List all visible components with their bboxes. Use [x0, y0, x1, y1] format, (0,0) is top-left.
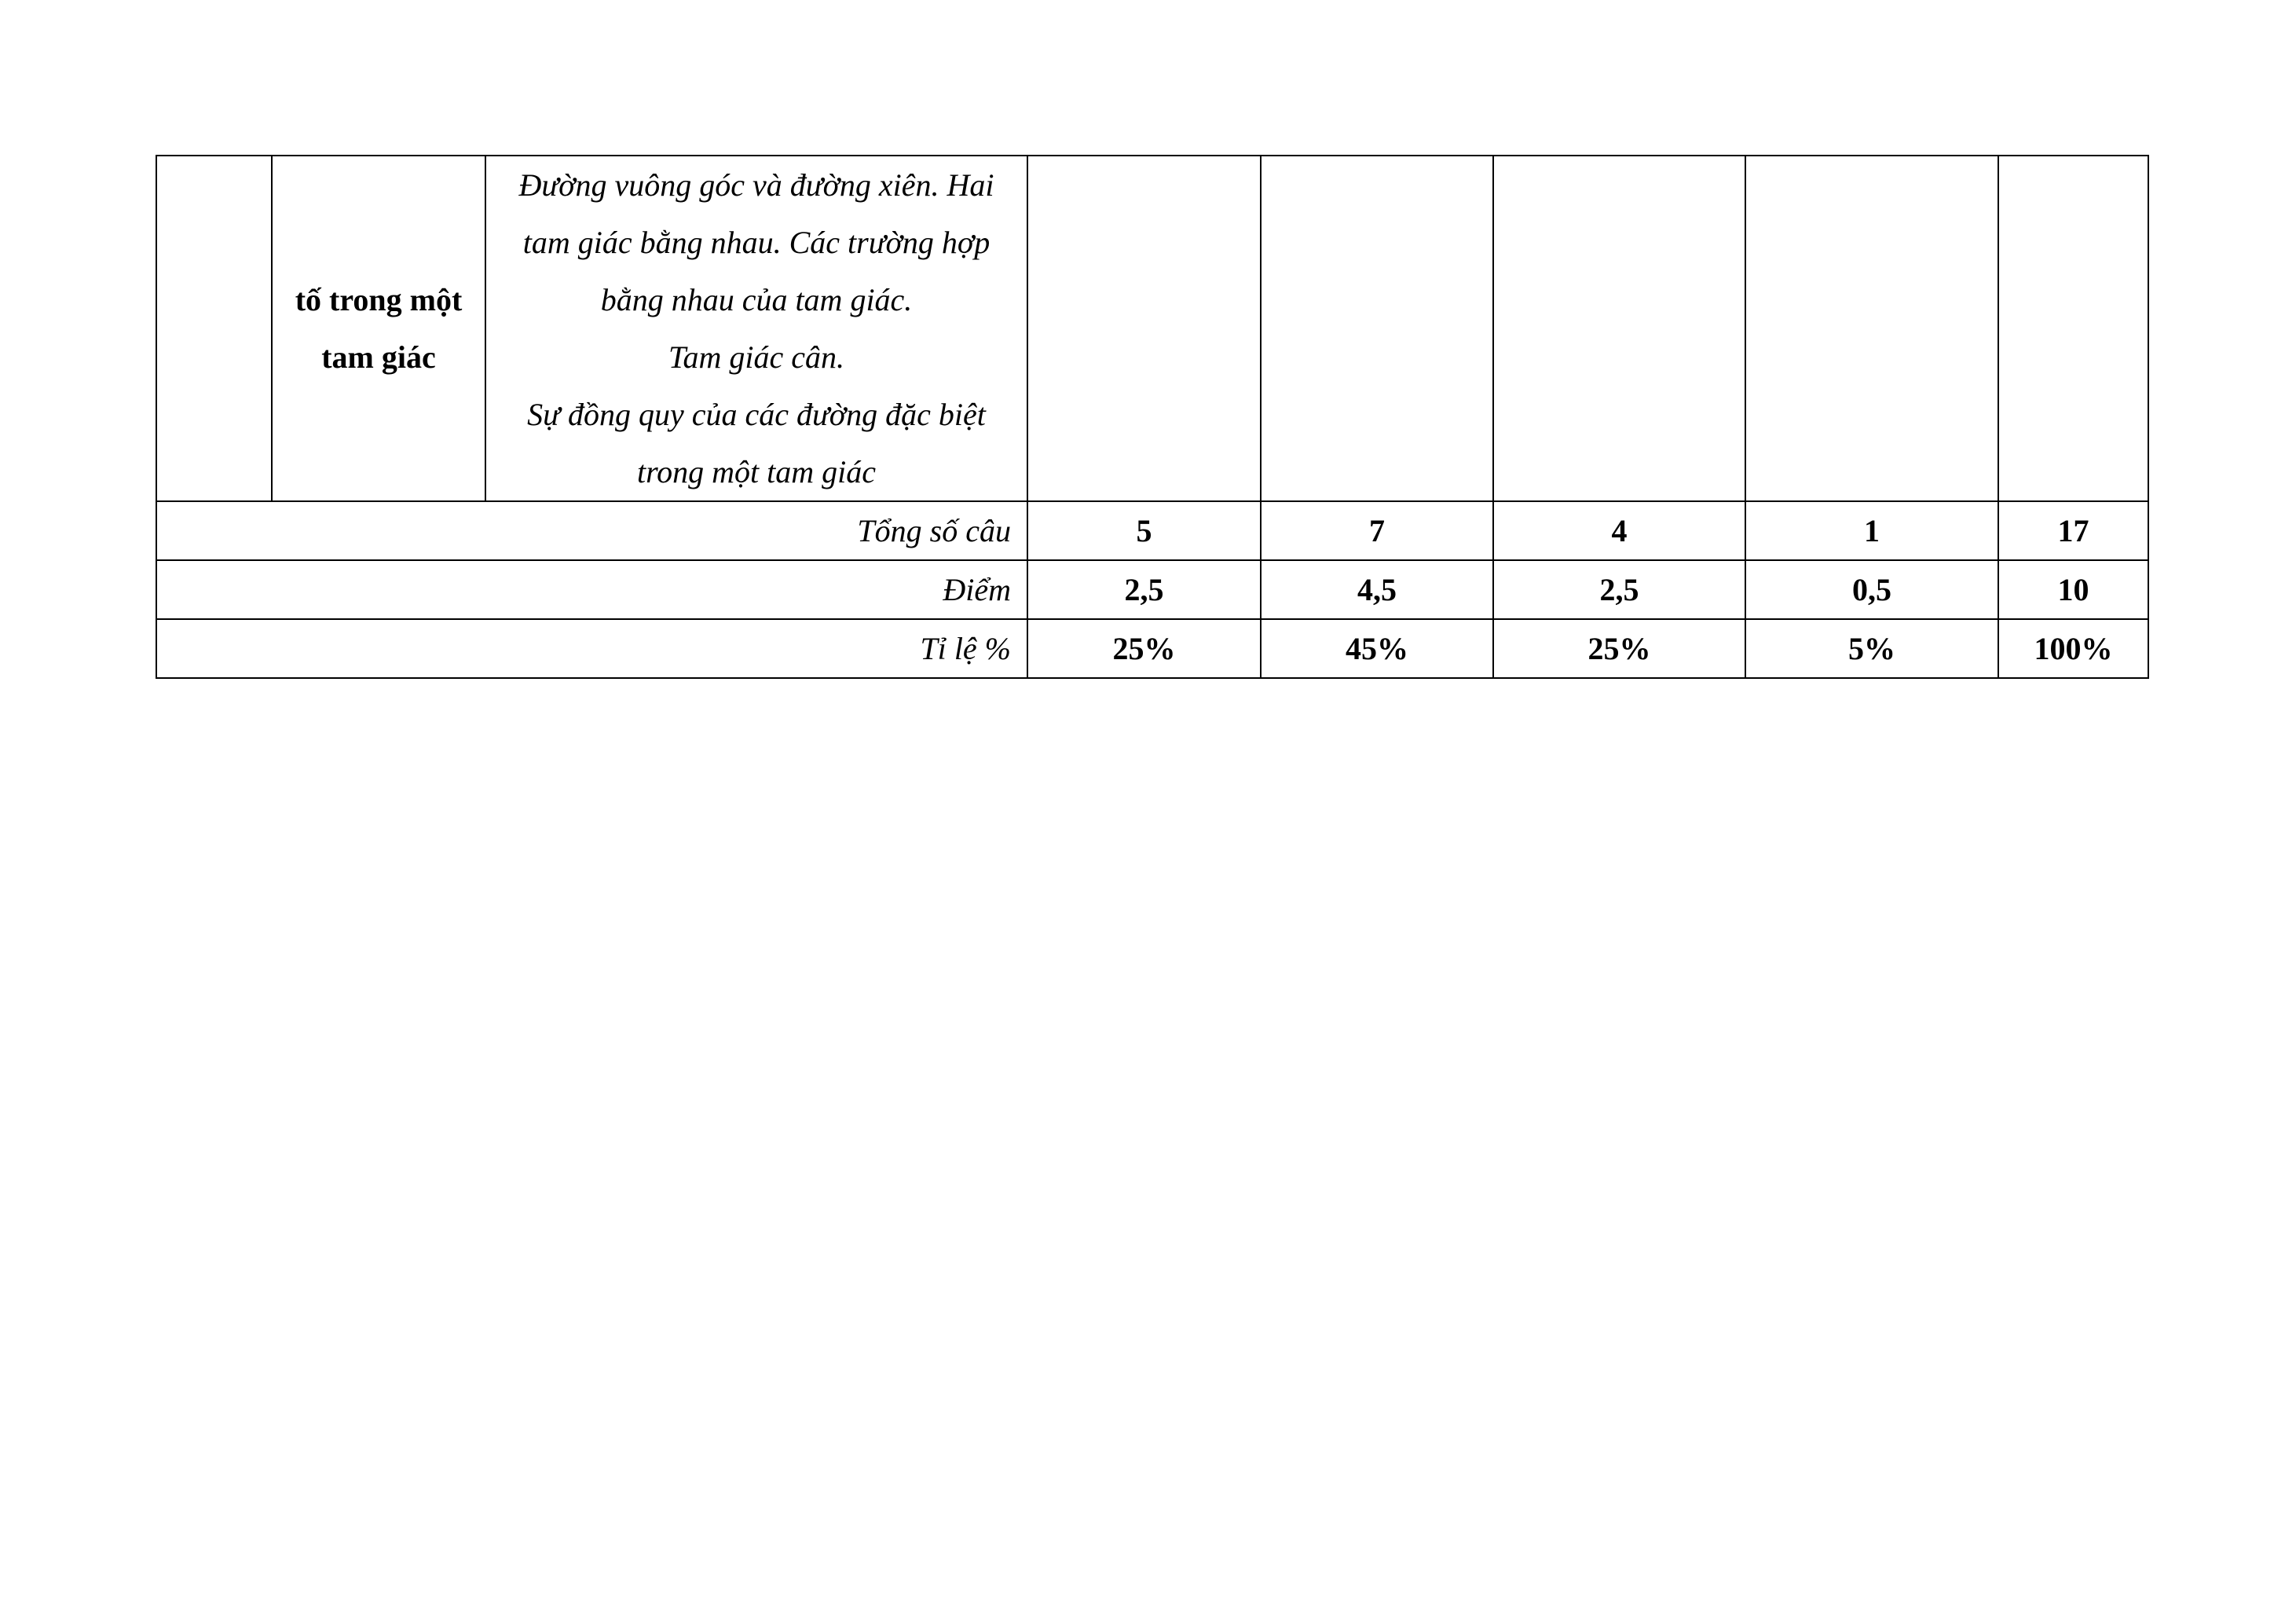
summary-label: Điểm — [156, 560, 1027, 619]
summary-value: 5 — [1027, 501, 1261, 560]
content-line: bằng nhau của tam giác. — [600, 282, 913, 317]
summary-row-percentage — [156, 619, 2148, 678]
summary-label: Tỉ lệ % — [156, 619, 1027, 678]
summary-value: 25% — [1493, 619, 1745, 678]
content-line: tam giác bằng nhau. Các trường hợp — [522, 225, 991, 260]
content-cell — [485, 156, 1027, 501]
level-cell — [1493, 156, 1745, 501]
summary-value: 2,5 — [1493, 560, 1745, 619]
summary-row-question-count — [156, 501, 2148, 560]
summary-row-points — [156, 560, 2148, 619]
content-line: Tam giác cân. — [668, 339, 845, 375]
summary-value: 10 — [1998, 560, 2148, 619]
summary-value: 0,5 — [1745, 560, 1998, 619]
content-line: Đường vuông góc và đường xiên. Hai — [518, 167, 994, 203]
summary-value: 7 — [1261, 501, 1493, 560]
summary-value: 100% — [1998, 619, 2148, 678]
summary-value: 17 — [1998, 501, 2148, 560]
summary-value: 45% — [1261, 619, 1493, 678]
level-cell — [1745, 156, 1998, 501]
exam-matrix-table — [156, 155, 2149, 679]
summary-value: 2,5 — [1027, 560, 1261, 619]
content-line: Sự đồng quy của các đường đặc biệt — [527, 397, 986, 432]
topic-line: tố trong một — [295, 282, 463, 317]
summary-value: 5% — [1745, 619, 1998, 678]
level-cell — [1027, 156, 1261, 501]
summary-label: Tổng số câu — [156, 501, 1027, 560]
level-cell — [1261, 156, 1493, 501]
summary-value: 25% — [1027, 619, 1261, 678]
table-row — [156, 156, 2148, 501]
summary-value: 1 — [1745, 501, 1998, 560]
content-line: trong một tam giác — [636, 454, 877, 489]
total-cell — [1998, 156, 2148, 501]
summary-value: 4 — [1493, 501, 1745, 560]
topic-line: tam giác — [321, 339, 436, 375]
chapter-number-cell — [156, 156, 272, 501]
topic-cell — [272, 156, 485, 501]
summary-value: 4,5 — [1261, 560, 1493, 619]
